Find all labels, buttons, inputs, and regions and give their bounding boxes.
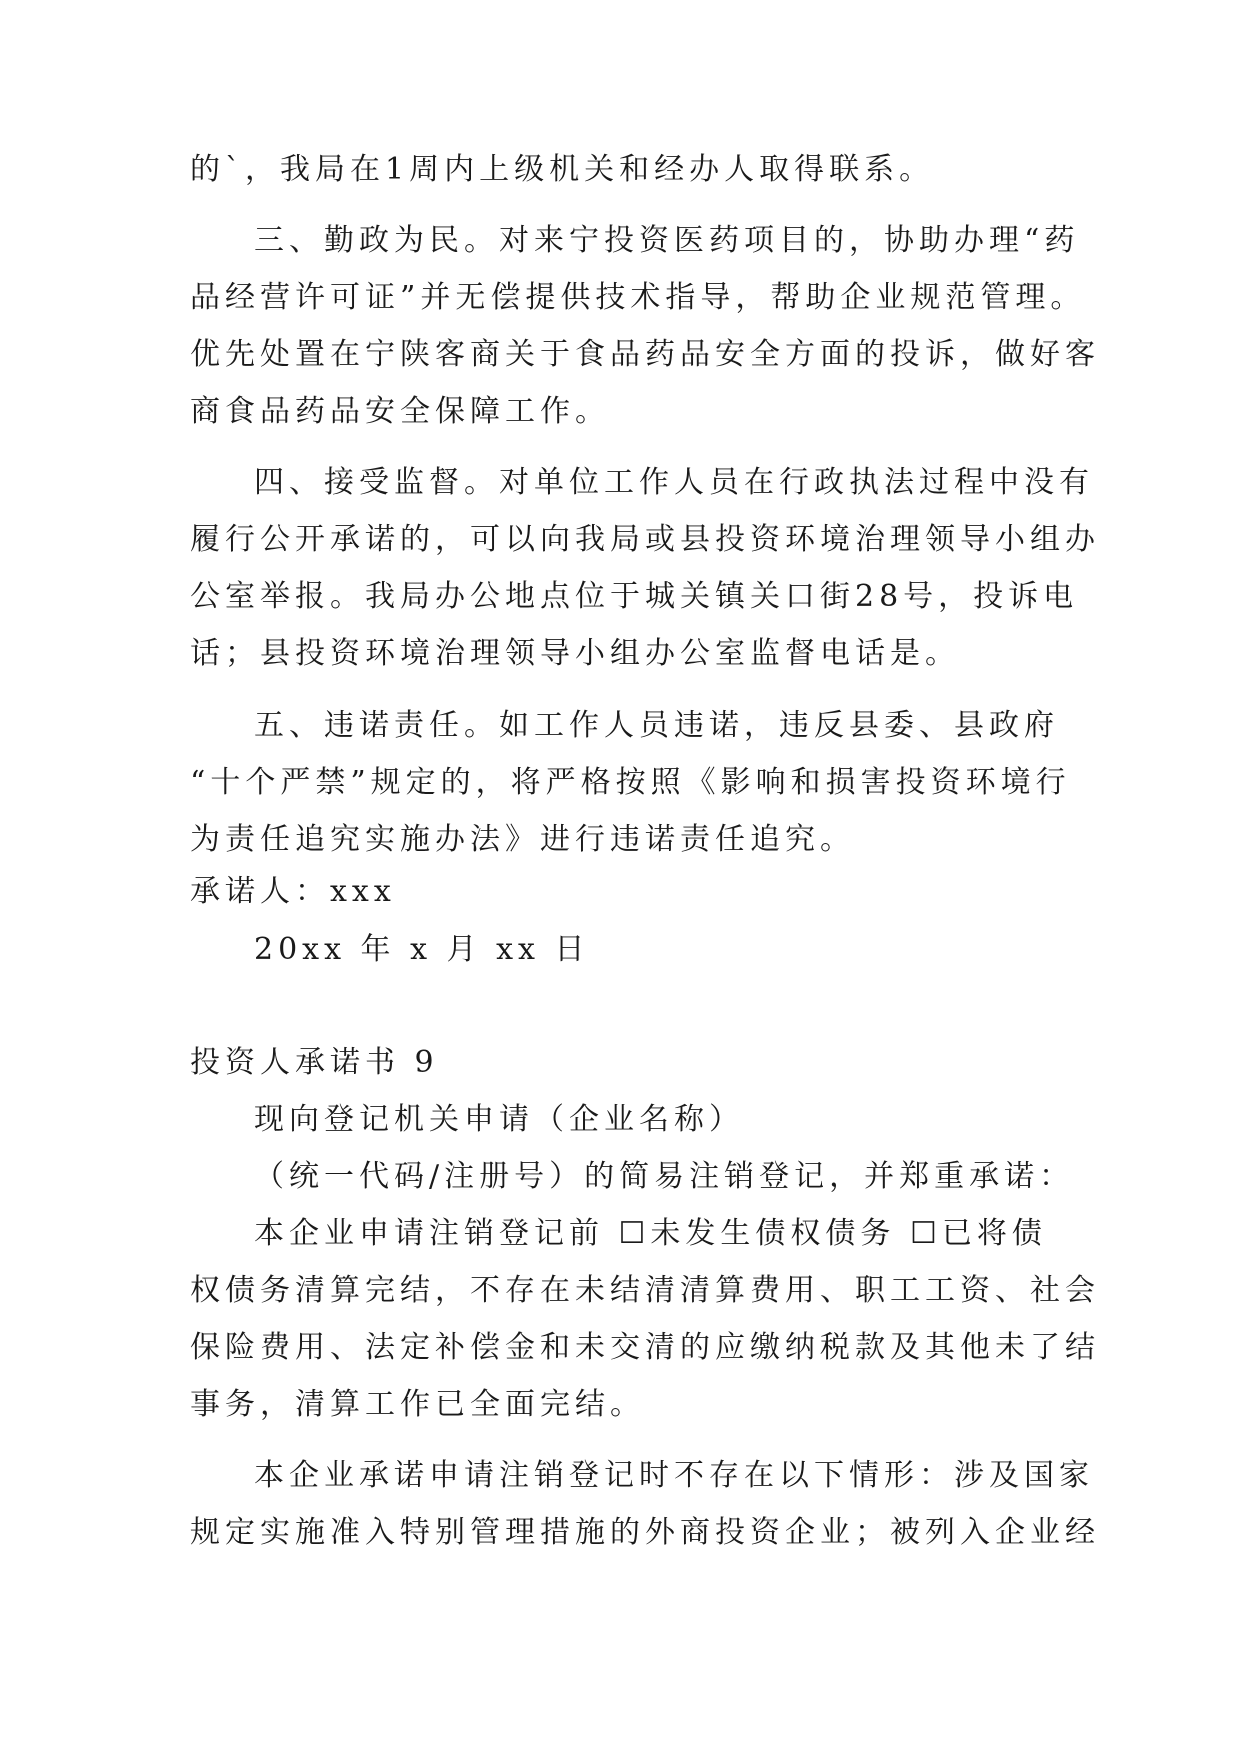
text-line: 本企业承诺申请注销登记时不存在以下情形：涉及国家 bbox=[254, 1458, 1094, 1493]
commitment-intro-line: （统一代码/注册号）的简易注销登记，并郑重承诺： bbox=[254, 1159, 1075, 1194]
text-line: “十个严禁”规定的，将严格按照《影响和损害投资环境行 bbox=[190, 765, 1071, 800]
text-line: 话；县投资环境治理领导小组办公室监督电话是。 bbox=[190, 636, 960, 671]
section-five-heading-line: 五、违诺责任。如工作人员违诺，违反县委、县政府 bbox=[254, 708, 1059, 743]
text-line: 公室举报。我局办公地点位于城关镇关口街28号，投诉电 bbox=[190, 579, 1079, 614]
date-line: 20xx 年 x 月 xx 日 bbox=[254, 932, 590, 967]
text-line: 优先处置在宁陕客商关于食品药品安全方面的投诉，做好客 bbox=[190, 337, 1100, 372]
text-line: 保险费用、法定补偿金和未交清的应缴纳税款及其他未了结 bbox=[190, 1330, 1100, 1365]
text-line: 品经营许可证”并无偿提供技术指导，帮助企业规范管理。 bbox=[190, 280, 1086, 315]
text-line: 事务，清算工作已全面完结。 bbox=[190, 1387, 645, 1422]
checkbox-line: 本企业申请注销登记前 ☐未发生债权债务 ☐已将债 bbox=[254, 1216, 1047, 1251]
section-title: 投资人承诺书 9 bbox=[190, 1045, 439, 1080]
application-line: 现向登记机关申请（企业名称） bbox=[254, 1102, 744, 1137]
text-line: 的`，我局在1周内上级机关和经办人取得联系。 bbox=[190, 152, 935, 187]
text-line: 权债务清算完结，不存在未结清清算费用、职工工资、社会 bbox=[190, 1273, 1100, 1308]
text-line: 履行公开承诺的，可以向我局或县投资环境治理领导小组办 bbox=[190, 522, 1100, 557]
text-line: 为责任追究实施办法》进行违诺责任追究。 bbox=[190, 822, 855, 857]
section-four-heading-line: 四、接受监督。对单位工作人员在行政执法过程中没有 bbox=[254, 465, 1094, 500]
text-line: 规定实施准入特别管理措施的外商投资企业；被列入企业经 bbox=[190, 1515, 1100, 1550]
promisor-line: 承诺人：xxx bbox=[190, 874, 396, 909]
section-three-heading-line: 三、勤政为民。对来宁投资医药项目的，协助办理“药 bbox=[254, 223, 1080, 258]
text-line: 商食品药品安全保障工作。 bbox=[190, 394, 610, 429]
